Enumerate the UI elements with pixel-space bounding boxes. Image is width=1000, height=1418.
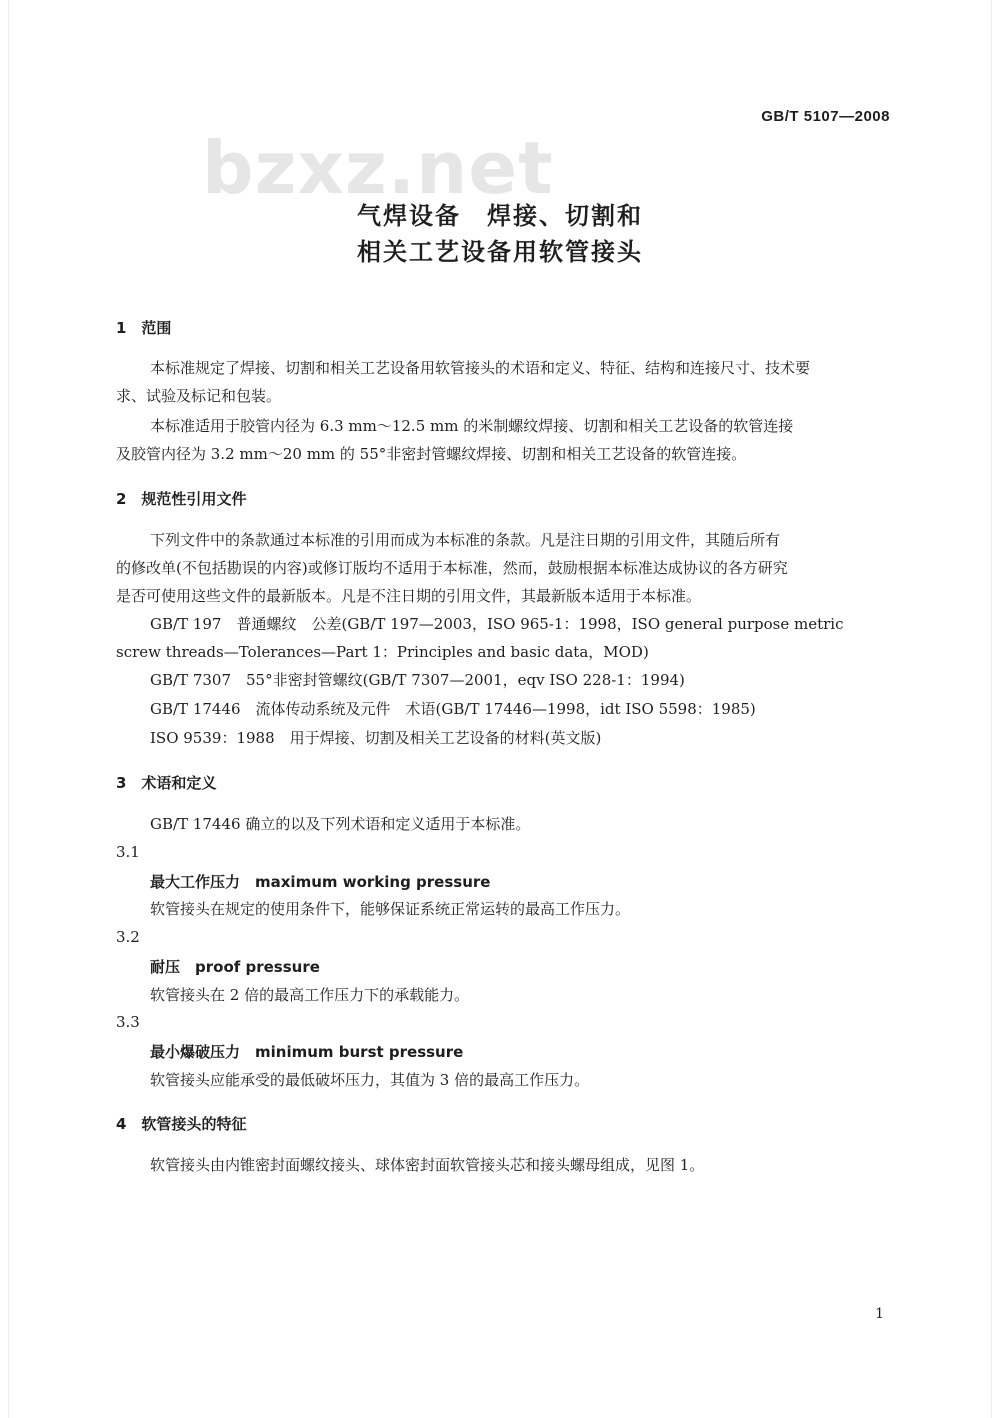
section-1-paragraph-2-line-2: 及胶管内径为 3.2 mm～20 mm 的 55°非密封管螺纹焊接、切割和相关工艺设备的软管连接。: [116, 445, 747, 463]
term-minimum-burst-pressure: 最小爆破压力 minimum burst pressure: [150, 1043, 464, 1061]
clause-3-2-number: 3.2: [116, 928, 140, 946]
section-2-paragraph-line-3: 是否可使用这些文件的最新版本。凡是不注日期的引用文件，其最新版本适用于本标准。: [116, 587, 702, 605]
term-proof-pressure: 耐压 proof pressure: [150, 958, 320, 976]
section-1-paragraph-2-line-1: 本标准适用于胶管内径为 6.3 mm～12.5 mm 的米制螺纹焊接、切割和相关工艺设备的软管连接: [150, 417, 794, 435]
page-number: 1: [875, 1306, 884, 1322]
document-title-line-1: 气焊设备 焊接、切割和: [357, 202, 643, 230]
definition-minimum-burst-pressure: 软管接头应能承受的最低破坏压力，其值为 3 倍的最高工作压力。: [150, 1071, 590, 1089]
reference-gbt-197-line-1: GB/T 197 普通螺纹 公差(GB/T 197—2003，ISO 965-1：1998，ISO general purpose metric: [150, 615, 844, 633]
reference-gbt-17446: GB/T 17446 流体传动系统及元件 术语(GB/T 17446—1998，idt ISO 5598：1985): [150, 700, 756, 718]
reference-gbt-197-line-2: screw threads—Tolerances—Part 1：Principles and basic data，MOD): [116, 643, 649, 661]
section-3-heading: 3 术语和定义: [116, 774, 217, 792]
section-4-heading: 4 软管接头的特征: [116, 1115, 247, 1133]
definition-proof-pressure: 软管接头在 2 倍的最高工作压力下的承载能力。: [150, 986, 470, 1004]
section-2-heading: 2 规范性引用文件: [116, 490, 247, 508]
clause-3-3-number: 3.3: [116, 1013, 140, 1031]
section-4-paragraph: 软管接头由内锥密封面螺纹接头、球体密封面软管接头芯和接头螺母组成，见图 1。: [150, 1156, 705, 1174]
term-maximum-working-pressure: 最大工作压力 maximum working pressure: [150, 873, 491, 891]
clause-3-1-number: 3.1: [116, 843, 140, 861]
section-2-paragraph-line-1: 下列文件中的条款通过本标准的引用而成为本标准的条款。凡是注日期的引用文件，其随后所有: [150, 531, 781, 549]
document-title-line-2: 相关工艺设备用软管接头: [357, 238, 643, 266]
section-1-paragraph-1-line-2: 求、试验及标记和包装。: [116, 387, 282, 405]
standard-number: GB/T 5107—2008: [761, 108, 890, 125]
definition-maximum-working-pressure: 软管接头在规定的使用条件下，能够保证系统正常运转的最高工作压力。: [150, 900, 631, 918]
reference-iso-9539: ISO 9539：1988 用于焊接、切割及相关工艺设备的材料(英文版): [150, 729, 602, 747]
watermark: bzxz.net: [202, 126, 554, 210]
section-2-paragraph-line-2: 的修改单(不包括勘误的内容)或修订版均不适用于本标准，然而，鼓励根据本标准达成协议的各方研究: [116, 559, 788, 577]
section-1-heading: 1 范围: [116, 319, 172, 337]
section-3-intro: GB/T 17446 确立的以及下列术语和定义适用于本标准。: [150, 815, 531, 833]
reference-gbt-7307: GB/T 7307 55°非密封管螺纹(GB/T 7307—2001，eqv ISO 228-1：1994): [150, 671, 685, 689]
section-1-paragraph-1-line-1: 本标准规定了焊接、切割和相关工艺设备用软管接头的术语和定义、特征、结构和连接尺寸、技术要: [150, 359, 811, 377]
